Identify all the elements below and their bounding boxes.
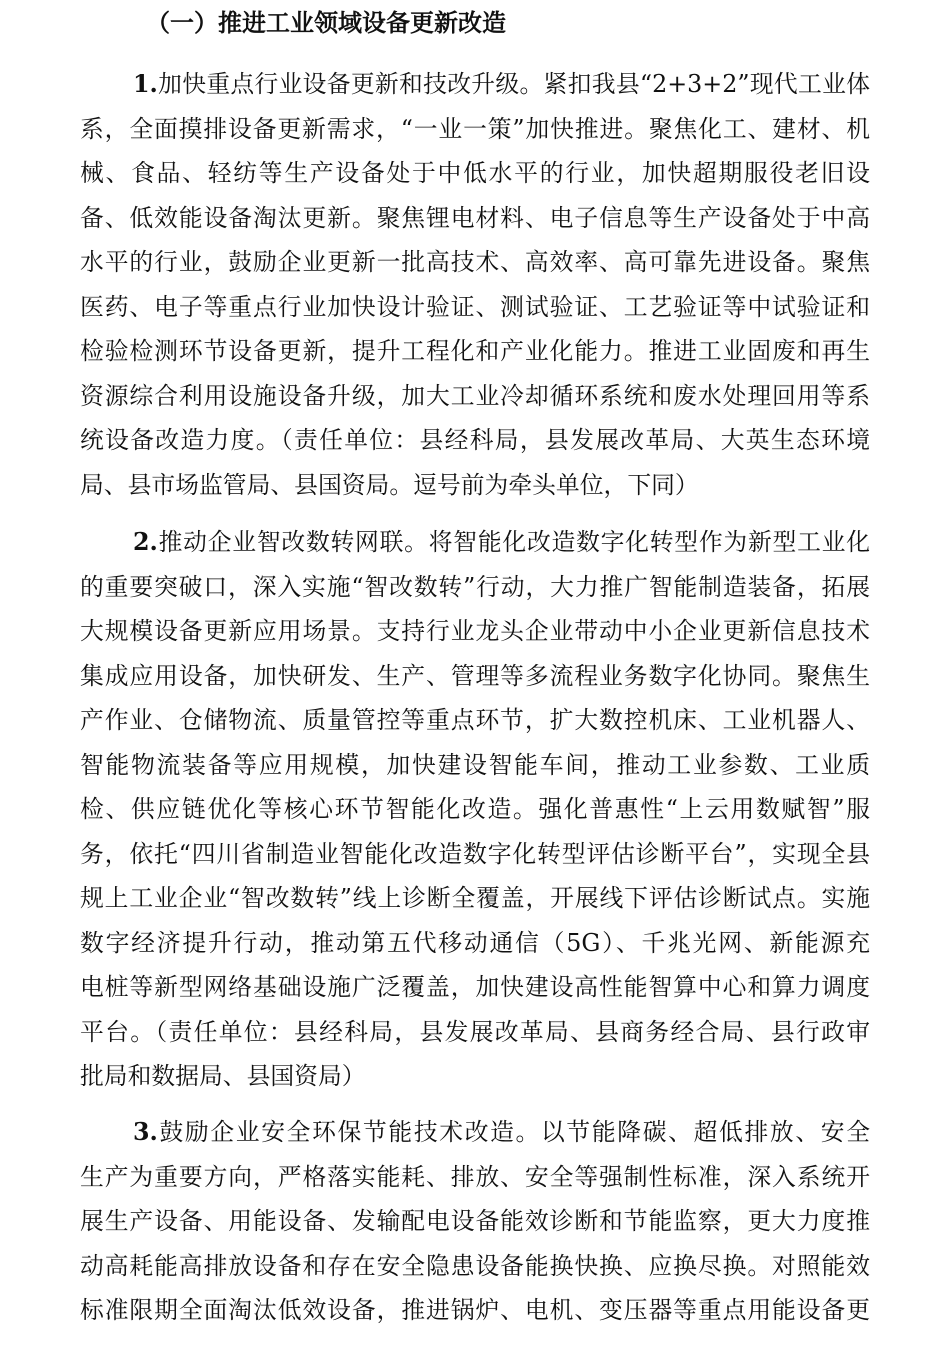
paragraph-1 bbox=[80, 62, 870, 507]
paragraph-3 bbox=[80, 1110, 870, 1333]
paragraph-line: 械、食品、轻纺等生产设备处于中低水平的行业，加快超期服役老旧设 bbox=[80, 159, 870, 187]
paragraph-line: 智能物流装备等应用规模，加快建设智能车间，推动工业参数、工业质 bbox=[80, 750, 870, 779]
paragraph-line: 检验检测环节设备更新，提升工程化和产业化能力。推进工业固废和再生 bbox=[80, 337, 870, 365]
paragraph-line: 务，依托“四川省制造业智能化改造数字化转型评估诊断平台”，实现全县 bbox=[80, 839, 870, 868]
paragraph-line: 1.加快重点行业设备更新和技改升级。紧扣我县“2+3+2”现代工业体 bbox=[133, 70, 870, 98]
paragraph-line: 平台。（责任单位：县经科局，县发展改革局、县商务经合局、县行政审 bbox=[80, 1017, 870, 1046]
paragraph-line: 2.推动企业智改数转网联。将智能化改造数字化转型作为新型工业化 bbox=[133, 528, 870, 556]
paragraph-line: 动高耗能高排放设备和存在安全隐患设备能换快换、应换尽换。对照能效 bbox=[80, 1251, 870, 1280]
paragraph-line: 水平的行业，鼓励企业更新一批高技术、高效率、高可靠先进设备。聚焦 bbox=[80, 248, 870, 276]
paragraph-line: 统设备改造力度。（责任单位：县经科局，县发展改革局、大英生态环境 bbox=[80, 426, 870, 454]
paragraph-line: 生产为重要方向，严格落实能耗、排放、安全等强制性标准，深入系统开 bbox=[80, 1162, 870, 1191]
paragraph-line: 医药、电子等重点行业加快设计验证、测试验证、工艺验证等中试验证和 bbox=[80, 292, 870, 321]
paragraph-line: 规上工业企业“智改数转”线上诊断全覆盖，开展线下评估诊断试点。实施 bbox=[80, 884, 870, 912]
paragraph-line: 3.鼓励企业安全环保节能技术改造。以节能降碳、超低排放、安全 bbox=[133, 1118, 870, 1146]
paragraph-line: 集成应用设备，加快研发、生产、管理等多流程业务数字化协同。聚焦生 bbox=[80, 661, 870, 690]
paragraph-number: 3. bbox=[133, 1118, 158, 1146]
paragraph-line: 检、供应链优化等核心环节智能化改造。强化普惠性“上云用数赋智”服 bbox=[80, 795, 870, 823]
paragraph-line: 数字经济提升行动，推动第五代移动通信（5G）、千兆光网、新能源充 bbox=[80, 928, 870, 957]
paragraph-line: 批局和数据局、县国资局） bbox=[80, 1062, 366, 1090]
paragraph-2 bbox=[80, 520, 870, 1099]
paragraph-line: 的重要突破口，深入实施“智改数转”行动，大力推广智能制造装备，拓展 bbox=[80, 572, 870, 601]
section-title: （一）推进工业领域设备更新改造 bbox=[146, 9, 506, 37]
paragraph-number: 2. bbox=[133, 528, 158, 556]
paragraph-line: 电桩等新型网络基础设施广泛覆盖，加快建设高性能智算中心和算力调度 bbox=[80, 973, 870, 1001]
paragraph-line: 展生产设备、用能设备、发输配电设备能效诊断和节能监察，更大力度推 bbox=[80, 1207, 870, 1235]
paragraph-line: 标准限期全面淘汰低效设备，推进锅炉、电机、变压器等重点用能设备更 bbox=[80, 1296, 870, 1324]
paragraph-number: 1. bbox=[133, 70, 158, 98]
paragraph-line: 产作业、仓储物流、质量管控等重点环节，扩大数控机床、工业机器人、 bbox=[80, 706, 870, 734]
paragraph-line: 系，全面摸排设备更新需求，“一业一策”加快推进。聚焦化工、建材、机 bbox=[80, 114, 870, 143]
paragraph-line: 资源综合利用设施设备升级，加大工业冷却循环系统和废水处理回用等系 bbox=[80, 381, 870, 410]
paragraph-line: 备、低效能设备淘汰更新。聚焦锂电材料、电子信息等生产设备处于中高 bbox=[80, 203, 870, 232]
paragraph-line: 局、县市场监管局、县国资局。逗号前为牵头单位，下同） bbox=[80, 470, 699, 499]
paragraph-line: 大规模设备更新应用场景。支持行业龙头企业带动中小企业更新信息技术 bbox=[80, 617, 870, 645]
